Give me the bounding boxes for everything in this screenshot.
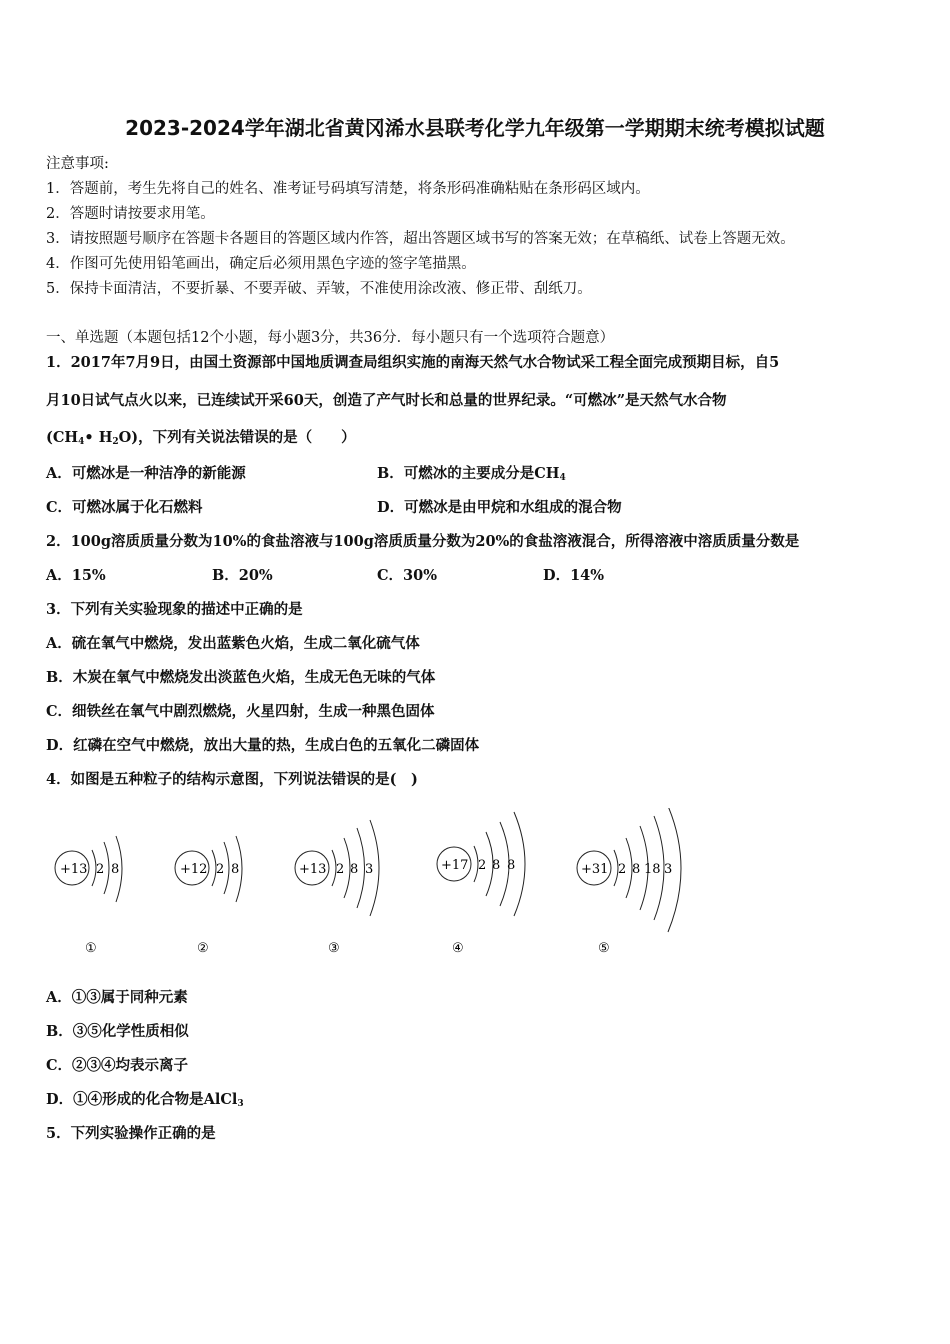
shell-count: 8 (111, 862, 120, 877)
q1-stem-line-2: 月10日试气点火以来，已连续试开采60天，创造了产气时长和总量的世界纪录。“可燃冰”是天然气水合物 (46, 392, 727, 409)
q4-option-d: D．①④形成的化合物是AlCl$_3$ (46, 1091, 244, 1109)
atom-structure-diagram (40, 808, 720, 968)
notice-heading: 注意事项: (46, 156, 109, 172)
nucleus-charge: +13 (299, 862, 327, 877)
q1-option-b: B．可燃冰的主要成分是$CH_4$ (377, 465, 566, 483)
shell-arc (224, 842, 229, 894)
shell-count: 3 (664, 862, 673, 877)
notice-item-5: 5．保持卡面清洁，不要折暴、不要弄破、弄皱，不准使用涂改液、修正带、刮纸刀。 (46, 281, 592, 297)
q2-option-c: C．30% (377, 567, 437, 584)
q3-option-b: B．木炭在氧气中燃烧发出淡蓝色火焰，生成无色无味的气体 (46, 669, 436, 686)
particle-label: ③ (328, 941, 340, 956)
nucleus-charge: +13 (60, 862, 88, 877)
shell-count: 18 (644, 862, 661, 877)
shell-count: 8 (492, 858, 501, 873)
shell-arc (514, 812, 525, 916)
q3-option-c: C．细铁丝在氧气中剧烈燃烧，火星四射，生成一种黑色固体 (46, 703, 435, 720)
notice-item-1: 1．答题前，考生先将自己的姓名、准考证号码填写清楚，将条形码准确粘贴在条形码区域内。 (46, 181, 650, 197)
particle-label: ④ (452, 941, 464, 956)
q4-stem: 4．如图是五种粒子的结构示意图，下列说法错误的是( ) (46, 771, 418, 788)
q4-option-a: A．①③属于同种元素 (46, 989, 188, 1006)
nucleus-charge: +17 (441, 858, 469, 873)
shell-count: 2 (216, 862, 225, 877)
q5-stem: 5．下列实验操作正确的是 (46, 1125, 216, 1142)
shell-arc (104, 842, 109, 894)
notice-item-4: 4．作图可先使用铅笔画出，确定后必须用黑色字迹的签字笔描黑。 (46, 256, 476, 272)
exam-title: 2023-2024学年湖北省黄冈浠水县联考化学九年级第一学期期末统考模拟试题 (125, 116, 825, 140)
q2-stem: 2．100g溶质质量分数为10%的食盐溶液与100g溶质质量分数为20%的食盐溶液混合，所得溶液中溶质质量分数是 (46, 533, 800, 550)
q1-option-d: D．可燃冰是由甲烷和水组成的混合物 (377, 499, 622, 516)
particle-label: ② (197, 941, 209, 956)
q1-stem-line-3: ($CH_4•$ $H_2O$)，下列有关说法错误的是（ ） (46, 429, 356, 447)
q1-option-a: A．可燃冰是一种洁净的新能源 (46, 465, 246, 482)
section-heading: 一、单选题（本题包括12个小题，每小题3分，共36分．每小题只有一个选项符合题意） (46, 330, 615, 346)
notice-item-3: 3．请按照题号顺序在答题卡各题目的答题区域内作答，超出答题区域书写的答案无效；在草稿纸、试卷上答题无效。 (46, 231, 795, 247)
shell-count: 8 (632, 862, 641, 877)
q1-stem-line-1: 1．2017年7月9日，由国土资源部中国地质调查局组织实施的南海天然气水合物试采工程全面完成预期目标，自5 (46, 354, 780, 371)
shell-count: 8 (231, 862, 240, 877)
shell-count: 2 (618, 862, 627, 877)
q4-option-c: C．②③④均表示离子 (46, 1057, 189, 1074)
particle-label: ① (85, 941, 97, 956)
nucleus-charge: +12 (180, 862, 208, 877)
shell-count: 2 (478, 858, 487, 873)
q4-option-b: B．③⑤化学性质相似 (46, 1023, 189, 1040)
shell-count: 8 (350, 862, 359, 877)
q2-option-b: B．20% (212, 567, 273, 584)
nucleus-charge: +31 (581, 862, 609, 877)
q2-option-a: A．15% (46, 567, 106, 584)
shell-count: 3 (365, 862, 374, 877)
shell-count: 2 (96, 862, 105, 877)
notice-item-2: 2．答题时请按要求用笔。 (46, 206, 215, 222)
q2-option-d: D．14% (543, 567, 605, 584)
q1-option-c: C．可燃冰属于化石燃料 (46, 499, 203, 516)
shell-count: 2 (336, 862, 345, 877)
q3-stem: 3．下列有关实验现象的描述中正确的是 (46, 601, 303, 618)
particle-label: ⑤ (598, 941, 610, 956)
shell-count: 8 (507, 858, 516, 873)
q3-option-d: D．红磷在空气中燃烧，放出大量的热，生成白色的五氧化二磷固体 (46, 737, 480, 754)
q3-option-a: A．硫在氧气中燃烧，发出蓝紫色火焰，生成二氧化硫气体 (46, 635, 420, 652)
